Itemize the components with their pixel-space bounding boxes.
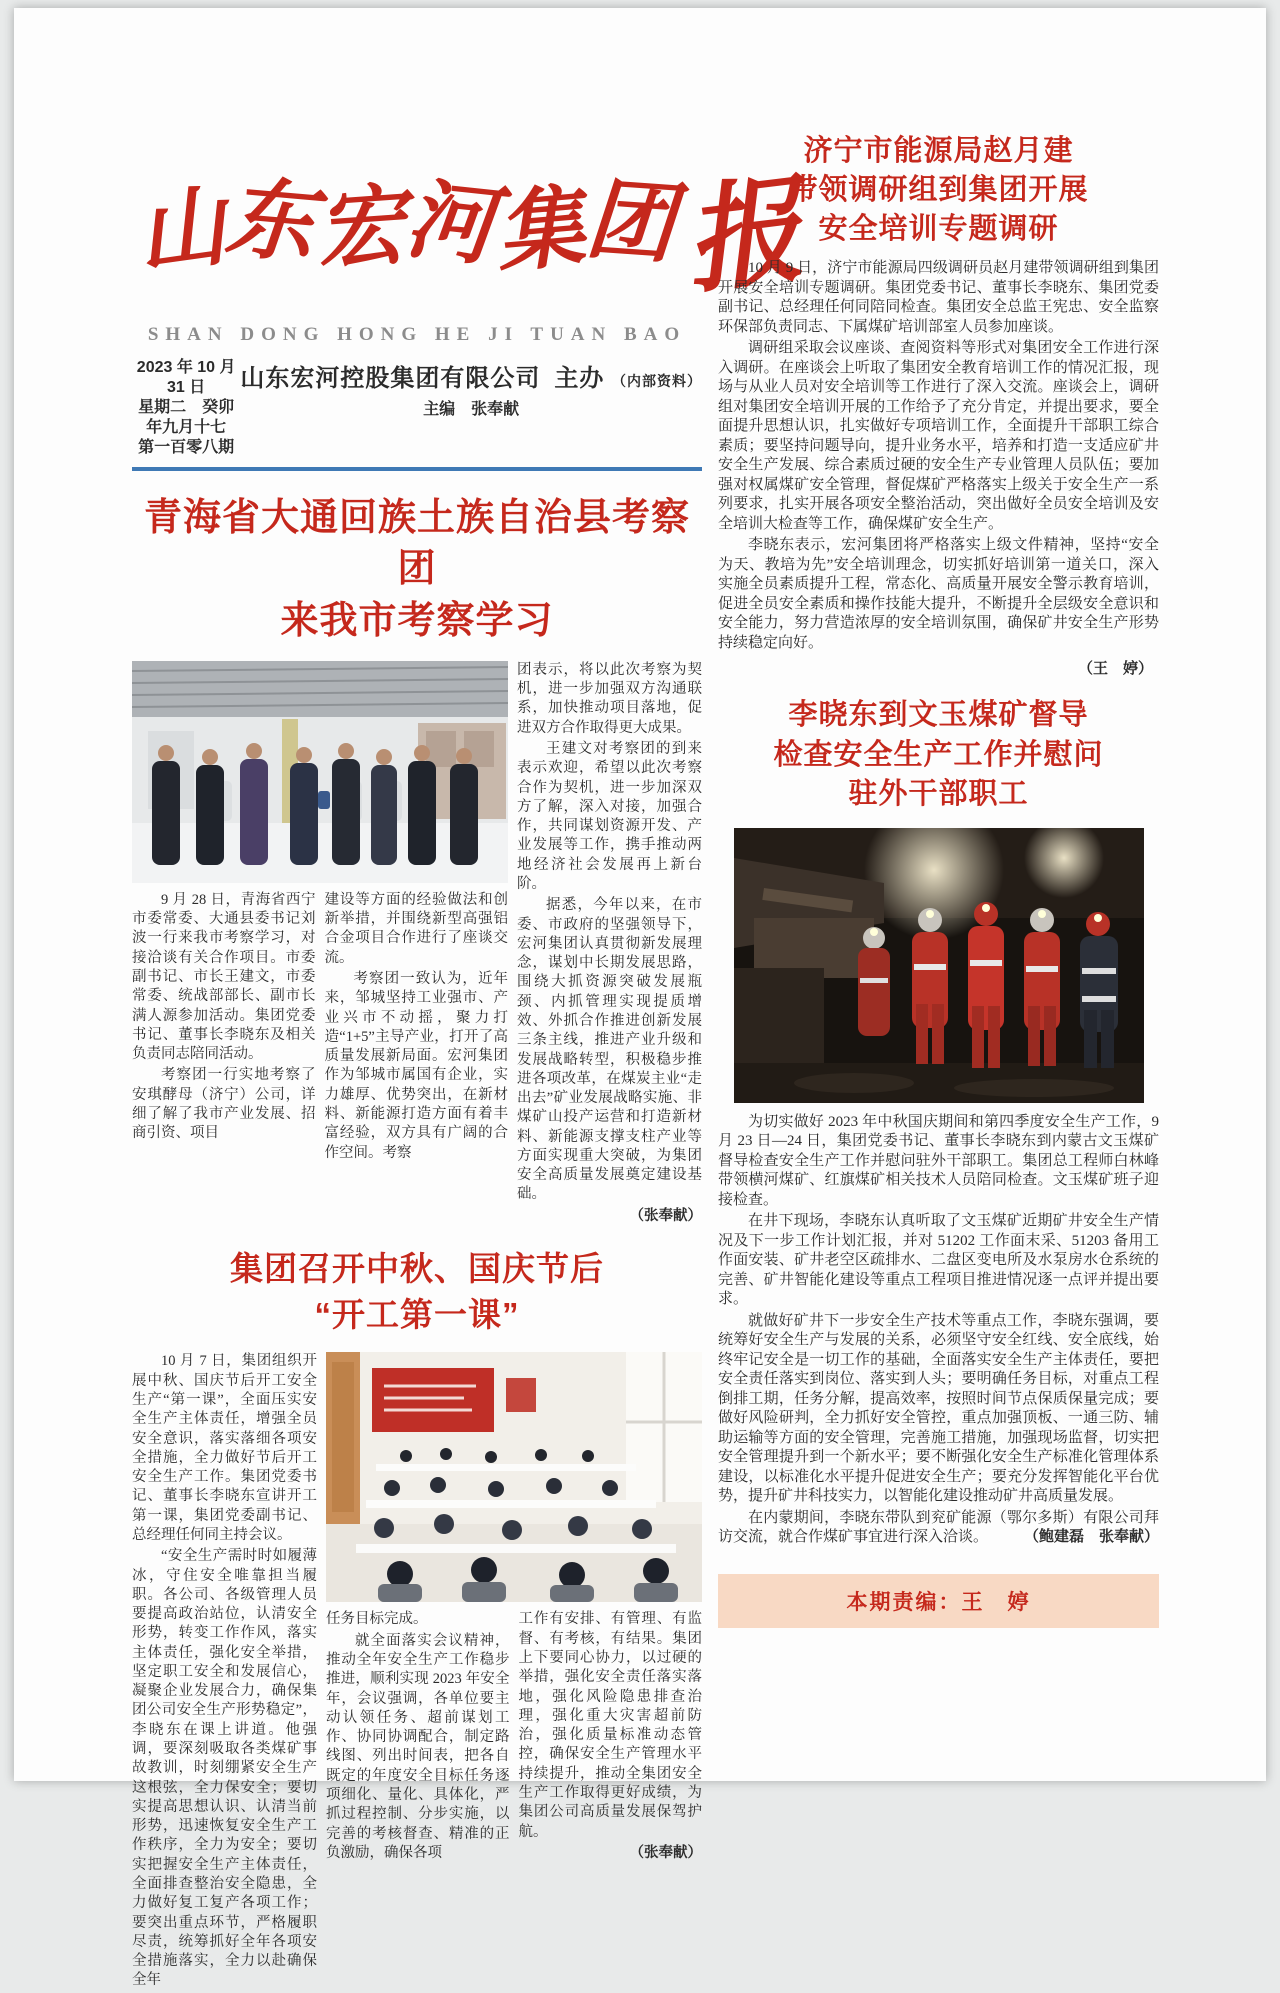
headline-line: 安全培训专题调研 [818,213,1059,246]
body-paragraph: 王建文对考察团的到来表示欢迎，希望以此次考察合作为契机，进一步加深双方了解，深入对接，加强合作，共同谋划资源开发、产业发展等工作，携手推动两地经济社会发展再上新台阶。 [517,741,702,892]
body-paragraph: 10 月 7 日，集团组织开展中秋、国庆节后开工安全生产“第一课”，全面压实安全生产主体责任，增强全员安全意识，落实落细各项安全措施，全力做好节后开工安全生产工作。集团党委书记、董事长李晓东宣讲开工第一课，集团党委副书记、总经理任何同主持会议。 [132,1353,317,1543]
masthead-calligraphy-title [130,128,810,320]
masthead-char: 报 [677,161,810,311]
headline-line: 驻外干部职工 [848,777,1029,810]
chief-editor-line: 主编 张奉献 [423,401,520,418]
organizer-block [240,358,702,458]
masthead-pinyin: SHAN DONG HONG HE JI TUAN BAO [147,324,687,345]
body-paragraph: 工作有安排、有管理、有监督、有考核，有结果。集团上下要同心协力，以过硬的举措，强化安全责任落实落地，强化风险隐患排查治理，强化重大灾害超前防治，强化质量标准动态管控，确保安全生产管理水平持续提升，推动全集团安全生产工作取得更好成绩，为集团公司高质量发展保驾护航。 [518,1611,702,1840]
headline-line: 检查安全生产工作并慰问 [773,738,1104,771]
issue-editor-footer: 本期责编：王 婷 [718,1574,1159,1628]
energy-bureau-article-byline: （王 婷） [1077,661,1153,678]
headline-line: 济宁市能源局赵月建 [803,135,1074,167]
organizer-name: 山东宏河控股集团有限公司 [240,365,541,392]
left-section [130,128,810,1993]
masthead [130,128,810,471]
internal-material-note: （内部资料） [612,373,702,389]
body-paragraph: 10 月 9 日，济宁市能源局四级调研员赵月建带领调研组到集团开展安全培训专题调研。集团党委书记、董事长李晓东、集团党委副书记、总经理任何同陪同检查。集团安全总监王宪忠、安全监察环保部负责同志、下属煤矿培训部室人员参加座谈。 [718,260,1159,335]
headline-line: 来我市考察学习 [280,599,554,642]
course-article-body [132,1352,702,1992]
body-paragraph: 据悉，今年以来，在市委、市政府的坚强领导下，宏河集团认真贯彻新发展理念，谋划中长期发展思路，围绕大抓资源突破发展瓶颈、内抓管理实现提质增效、外抓合作推进创新发展三条主线，推进产业升级和发展战略转型，积极稳步推进各项改革，在煤炭主业“走出去”矿业发展战略实施、非煤矿山投产运营和打造新材料、新能源支撑支柱产业等方面实现重大突破，为集团安全高质量发展奠定建设基础。 [517,897,702,1203]
newspaper-page [14,8,1266,1989]
coal-mine-article-byline: （鲍建磊 张奉献） [1023,1529,1159,1546]
body-paragraph: 就全面落实会议精神，推动全年安全生产工作稳步推进，顺利实现 2023 年安全年，会议强调，各单位要主动认领任务、超前谋划工作、协同协调配合，制定路线图、列出时间表，把各自既定的年度安全目标任务逐项细化、量化、具体化，严抓过程控制、分步实施，以完善的考核督查、精准的正负激励，确保各项 [326,1632,510,1861]
main-article-headline [132,493,702,647]
body-paragraph: 为切实做好 2023 年中秋国庆期间和第四季度安全生产工作，9 月 23 日—24 日，集团党委书记、董事长李晓东到内蒙古文玉煤矿督导检查安全生产工作并慰问驻外干部职工。集团总工程师白林峰带领横河煤矿、红旗煤矿相关技术人员陪同检查。文玉煤矿班子迎接检查。 [718,1113,1159,1208]
masthead-char: 宏 [312,172,408,282]
main-article-left-block [132,661,508,1226]
body-paragraph [718,1509,1159,1548]
headline-line: 李晓东到文玉煤矿督导 [788,699,1089,732]
delegation-group-photo [132,661,508,883]
course-article-col2 [326,1610,510,1865]
date-block [132,358,240,458]
coal-mine-article-body [718,1113,1159,1548]
issue-number: 第一百零八期 [138,439,235,456]
course-article-col1 [132,1352,317,1992]
main-article-col3 [517,661,702,1226]
body-paragraph: 9 月 28 日，青海省西宁市委常委、大通县委书记刘波一行来我市考察学习，对接洽谈有关合作项目。市委副书记、市长王建文，市委常委、统战部部长、副市长满人源参加活动。集团党委书记、董事长李晓东及相关负责同志陪同活动。 [132,891,316,1063]
body-paragraph: 就做好矿井下一步安全生产技术等重点工作，李晓东强调，要统筹好安全生产与发展的关系，必须坚守安全红线、安全底线，始终牢记安全是一切工作的基础，全面落实安全生产主体责任，要把安全责任落实到岗位、落实到人头；要明确任务目标，对重点工程倒排工期，任务分解，提高效率，按照时间节点保质保量完成；要做好风险研判，全力抓好安全管控，重点加强顶板、一通三防、辅助运输等方面的安全管理，完善施工措施，加强现场监督，切实把安全管理提升到一个新水平；要不断强化安全生产标准化管理体系建设，以标准化水平提升促进安全生产；要充分发挥智能化平台优势，提升矿井科技实力，以智能化建设推动矿井高质量发展。 [718,1312,1159,1505]
body-paragraph: 考察团一致认为，近年来，邹城坚持工业强市、产业兴市不动摇，聚力打造“1+5”主导产业，打开了高质量发展新局面。宏河集团作为邹城市属国有企业，实力雄厚、优势突出，在新材料、新能源打造方面有着丰富经验，双方具有广阔的合作空间。考察 [324,971,508,1161]
course-article-headline [132,1246,702,1338]
headline-line: “开工第一课” [314,1296,520,1334]
header-divider-rule [132,467,702,471]
masthead-char: 东 [221,164,319,276]
masthead-char: 团 [582,166,678,276]
body-paragraph: 任务目标完成。 [326,1611,428,1628]
main-article-body [132,661,702,1226]
headline-line: 青海省大通回族土族自治县考察团 [143,497,690,591]
body-paragraph: 建设等方面的经验做法和创新举措，并围绕新型高强铝合金项目合作进行了座谈交流。 [324,891,508,966]
coal-mine-article-headline [718,696,1159,813]
masthead-char: 山 [130,172,232,288]
course-article-lower-columns [326,1610,702,1865]
main-article-col2 [325,891,509,1165]
body-paragraph: 团表示，将以此次考察为契机，进一步加强双方沟通联系，加快推动项目落地，促进双方合作取得更大成果。 [517,661,702,736]
body-paragraph: “安全生产需时时如履薄冰，守住安全唯靠担当履职。各公司、各级管理人员要提高政治站位，认清安全形势，转变工作作风，落实主体责任，强化安全举措，坚定职工安全和发展信心，凝聚企业发展合力，确保集团公司安全生产形势稳定”，李晓东在课上讲道。他强调，要深刻吸取各类煤矿事故教训，时刻绷紧安全生产这根弦，全力保安全；要切实提高思想认识、认清当前形势，迅速恢复安全生产工作秩序，全力为安全；要切实把握安全生产主体责任，全面排查整治安全隐患，全力做好复工复产各项工作；要突出重点环节，严格履职尽责，统筹抓好全年各项安全措施落实，全力以赴确保全年 [132,1548,317,1989]
main-article-byline: （张奉献） [629,1207,702,1224]
main-article-lower-columns [132,891,508,1165]
main-article-col1 [132,891,316,1165]
body-paragraph: 在井下现场，李晓东认真听取了文玉煤矿近期矿井安全生产情况及下一步工作计划汇报，并对 51202 工作面末采、51203 备用工作面安装、矿井老空区疏排水、二盘区变电所及水泵房水仓系统的完善、矿井智能化建设等重点工程项目推进情况逐一点评并提出要求。 [718,1213,1159,1308]
masthead-char: 河 [401,165,500,279]
body-paragraph: 考察团一行实地考察了安琪酵母（济宁）公司，详细了解了我市产业发展、招商引资、项目 [132,1067,316,1142]
organizer-role: 主办 [554,365,605,392]
masthead-char: 集 [492,173,589,285]
course-article-byline: （张奉献） [629,1844,702,1861]
coal-mine-inspection-photo [734,828,1144,1103]
course-article-col3 [519,1610,703,1865]
right-section [718,132,1159,1628]
body-paragraph: 李晓东表示，宏河集团将严格落实上级文件精神，坚持“安全为天、教培为先”安全培训理念，切实抓好培训第一道关口，深入实施全员素质提升工程，常态化、高质量开展安全警示教育培训，促进全员安全素质和操作技能大提升，不断提升全层级安全意识和安全能力，努力营造浓厚的安全培训氛围，确保矿井安全生产形势持续稳定向好。 [718,537,1159,651]
energy-bureau-article-body [718,259,1159,653]
meeting-room-photo [326,1352,702,1602]
headline-line: 集团召开中秋、国庆节后 [230,1250,604,1288]
paragraph-text: 在内蒙期间，李晓东带队到兖矿能源（鄂尔多斯）有限公司拜访交流，就合作煤矿事宜进行深入洽谈。 [718,1509,1159,1546]
energy-bureau-article-headline [718,132,1159,249]
publication-info [132,358,702,458]
body-paragraph: 调研组采取会议座谈、查阅资料等形式对集团安全工作进行深入调研。在座谈会上听取了集团安全教育培训工作的情况汇报，现场与从业人员对安全培训等工作进行了深入交流。座谈会上，调研组对集团安全培训开展的工作给予了充分肯定，并提出要求，要全面提升思想认识，扎实做好专项培训工作，全面提升干部职工综合素质；要坚持问题导向，提升业务水平，培养和打造一支适应矿井安全生产发展、综合素质过硬的安全生产专业管理人员队伍；要加强对权属煤矿安全管理，督促煤矿严格落实上级关于安全生产一系列要求，扎实开展各项安全整治活动，突出做好全员安全培训及安全培训大检查等工作，确保煤矿安全生产。 [718,340,1159,532]
publication-date: 2023 年 10 月 31 日 [136,359,236,396]
weekday-lunar-date: 星期二 癸卯年九月十七 [138,399,235,436]
headline-line: 带领调研组到集团开展 [788,174,1089,207]
course-article-right-block [326,1352,702,1992]
